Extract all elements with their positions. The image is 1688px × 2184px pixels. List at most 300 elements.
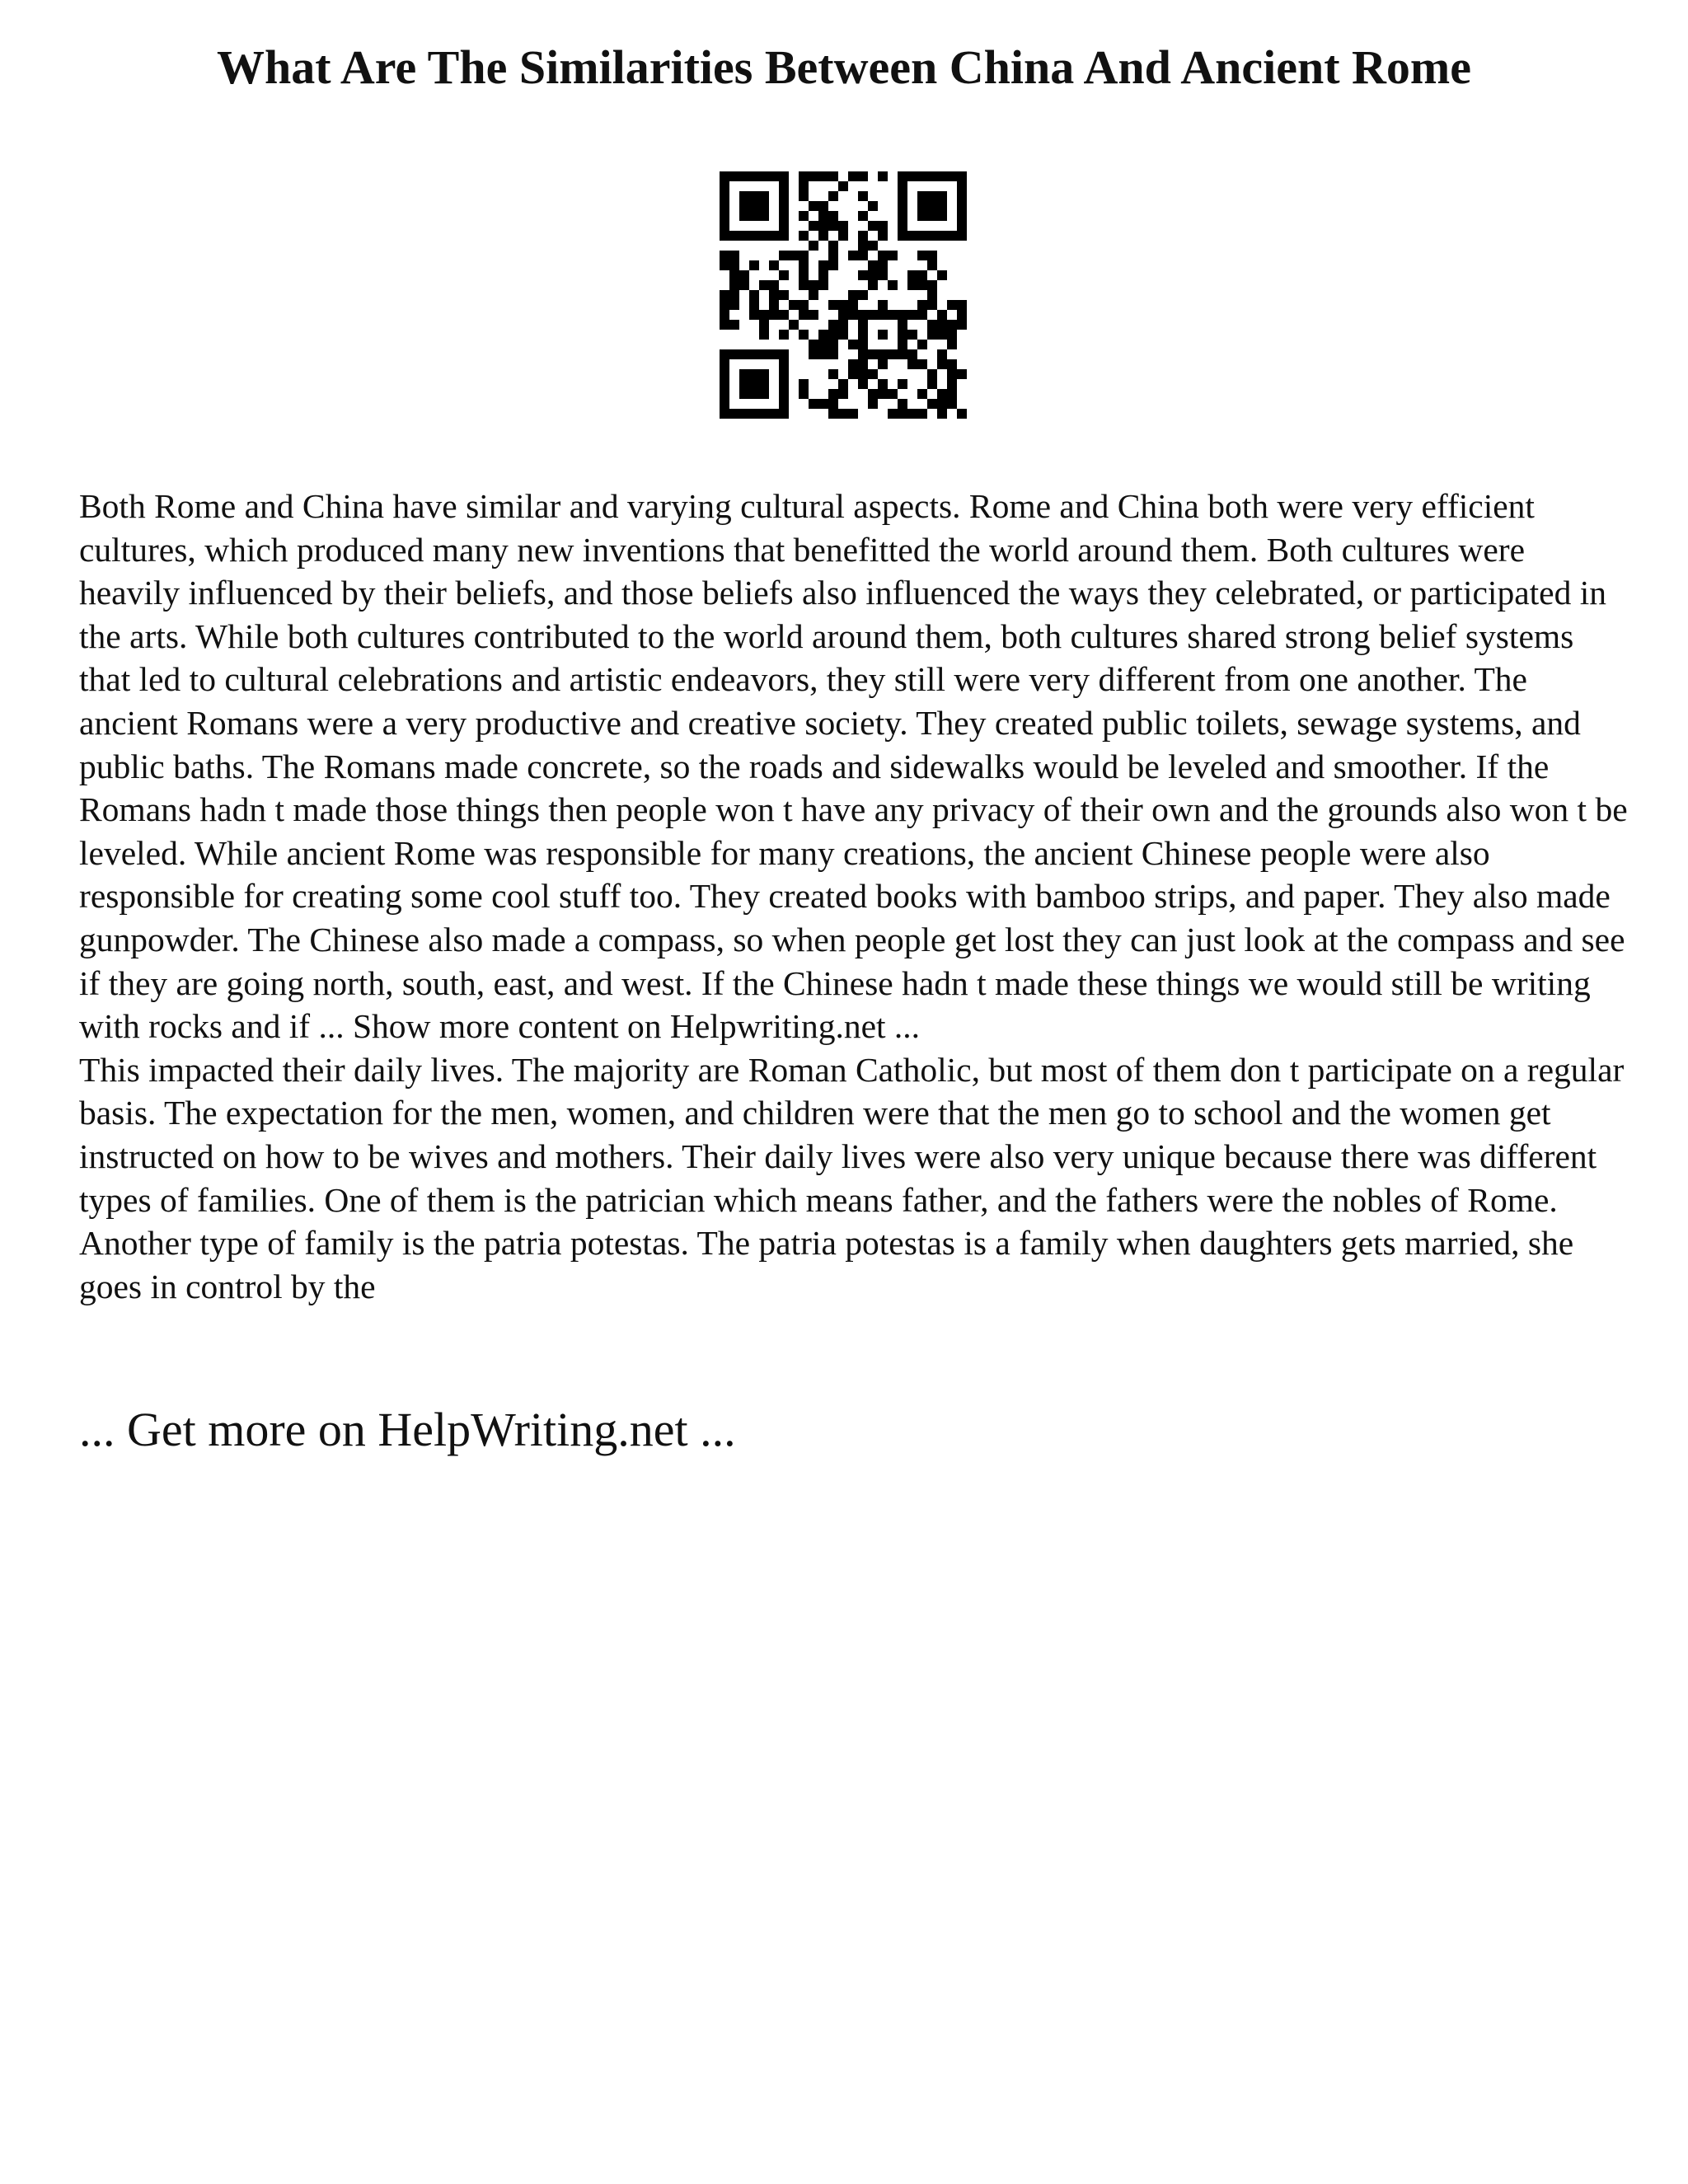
article-body bbox=[79, 485, 1629, 1308]
qr-module bbox=[858, 290, 868, 300]
qr-module bbox=[809, 171, 818, 181]
qr-module bbox=[898, 340, 907, 349]
qr-module bbox=[878, 379, 888, 389]
qr-module bbox=[888, 280, 898, 290]
qr-module bbox=[779, 211, 789, 221]
qr-module bbox=[868, 399, 878, 409]
qr-module bbox=[818, 260, 828, 270]
qr-module bbox=[779, 171, 789, 181]
qr-module bbox=[957, 191, 967, 201]
qr-module bbox=[769, 171, 779, 181]
qr-module bbox=[759, 280, 769, 290]
qr-module bbox=[927, 300, 937, 310]
qr-module bbox=[720, 191, 729, 201]
qr-module bbox=[828, 171, 838, 181]
qr-module bbox=[759, 409, 769, 419]
qr-module bbox=[799, 330, 809, 340]
qr-module bbox=[848, 251, 858, 260]
qr-module bbox=[729, 260, 739, 270]
qr-module bbox=[818, 399, 828, 409]
qr-module bbox=[907, 270, 917, 280]
qr-module bbox=[739, 369, 749, 379]
qr-module bbox=[759, 171, 769, 181]
qr-module bbox=[749, 409, 759, 419]
qr-module bbox=[769, 409, 779, 419]
qr-module bbox=[947, 330, 957, 340]
qr-module bbox=[779, 310, 789, 320]
qr-module bbox=[878, 300, 888, 310]
qr-module bbox=[858, 320, 868, 330]
qr-module bbox=[947, 171, 957, 181]
qr-module bbox=[937, 310, 947, 320]
qr-module bbox=[848, 369, 858, 379]
page-title: What Are The Similarities Between China And Ancient Rome bbox=[217, 40, 1471, 94]
qr-module bbox=[858, 231, 868, 241]
article-paragraph: This impacted their daily lives. The majority are Roman Catholic, but most of them don t participate on a regular basis. The expectation for the men, women, and children were that the men go to school and the women get instructed on how to be wives and mothers. Their daily lives were also very unique because there was different types of families. One of them is the patrician which means father, and the fathers were the nobles of Rome. Another type of family is the patria potestas. The patria potestas is a family when daughters gets married, she goes in control by the bbox=[79, 1050, 1625, 1305]
qr-module bbox=[927, 211, 937, 221]
qr-module bbox=[818, 270, 828, 280]
qr-module bbox=[917, 280, 927, 290]
qr-module bbox=[898, 231, 907, 241]
qr-module bbox=[947, 359, 957, 369]
qr-module bbox=[848, 409, 858, 419]
qr-module bbox=[917, 340, 927, 349]
qr-module bbox=[898, 221, 907, 231]
qr-module bbox=[759, 201, 769, 211]
qr-module bbox=[799, 270, 809, 280]
qr-module bbox=[927, 369, 937, 379]
qr-module bbox=[917, 270, 927, 280]
qr-module bbox=[868, 260, 878, 270]
qr-module bbox=[759, 310, 769, 320]
qr-module bbox=[799, 260, 809, 270]
qr-module bbox=[957, 211, 967, 221]
qr-module bbox=[888, 389, 898, 399]
qr-module bbox=[809, 349, 818, 359]
qr-module bbox=[878, 260, 888, 270]
qr-module bbox=[818, 171, 828, 181]
qr-module bbox=[868, 389, 878, 399]
qr-module bbox=[858, 330, 868, 340]
qr-module bbox=[799, 389, 809, 399]
qr-module bbox=[789, 300, 799, 310]
qr-module bbox=[907, 231, 917, 241]
qr-module bbox=[779, 251, 789, 260]
qr-module bbox=[729, 300, 739, 310]
qr-module bbox=[720, 181, 729, 191]
qr-module bbox=[729, 320, 739, 330]
qr-module bbox=[927, 191, 937, 201]
qr-module bbox=[739, 389, 749, 399]
qr-module bbox=[957, 231, 967, 241]
qr-module bbox=[720, 290, 729, 300]
qr-module bbox=[838, 300, 848, 310]
qr-module bbox=[720, 399, 729, 409]
qr-module bbox=[838, 231, 848, 241]
qr-module bbox=[739, 379, 749, 389]
qr-module bbox=[917, 171, 927, 181]
qr-module bbox=[838, 409, 848, 419]
qr-module bbox=[720, 171, 729, 181]
qr-module bbox=[739, 201, 749, 211]
qr-module bbox=[898, 330, 907, 340]
qr-module bbox=[799, 211, 809, 221]
qr-module bbox=[947, 320, 957, 330]
qr-module bbox=[759, 231, 769, 241]
qr-module bbox=[898, 171, 907, 181]
qr-module bbox=[739, 211, 749, 221]
qr-module bbox=[779, 359, 789, 369]
qr-module bbox=[947, 231, 957, 241]
qr-module bbox=[720, 221, 729, 231]
qr-module bbox=[799, 310, 809, 320]
qr-module bbox=[878, 389, 888, 399]
qr-module bbox=[858, 369, 868, 379]
qr-module bbox=[828, 260, 838, 270]
qr-module bbox=[868, 241, 878, 251]
qr-module bbox=[828, 399, 838, 409]
qr-module bbox=[947, 399, 957, 409]
qr-module bbox=[868, 310, 878, 320]
qr-module bbox=[779, 399, 789, 409]
qr-module bbox=[799, 251, 809, 260]
qr-module bbox=[957, 171, 967, 181]
qr-module bbox=[749, 260, 759, 270]
qr-module bbox=[739, 191, 749, 201]
qr-module bbox=[729, 171, 739, 181]
qr-module bbox=[779, 379, 789, 389]
qr-module bbox=[729, 290, 739, 300]
qr-module bbox=[898, 211, 907, 221]
qr-module bbox=[858, 349, 868, 359]
qr-module bbox=[838, 181, 848, 191]
qr-module bbox=[739, 171, 749, 181]
qr-module bbox=[759, 379, 769, 389]
qr-module bbox=[838, 330, 848, 340]
qr-module bbox=[868, 201, 878, 211]
qr-module bbox=[907, 349, 917, 359]
qr-code-icon bbox=[720, 171, 967, 419]
qr-module bbox=[947, 379, 957, 389]
qr-module bbox=[729, 280, 739, 290]
qr-module bbox=[868, 280, 878, 290]
qr-module bbox=[858, 359, 868, 369]
qr-module bbox=[858, 171, 868, 181]
qr-module bbox=[809, 241, 818, 251]
qr-module bbox=[937, 359, 947, 369]
qr-module bbox=[898, 201, 907, 211]
qr-module bbox=[828, 409, 838, 419]
qr-module bbox=[749, 290, 759, 300]
qr-module bbox=[739, 231, 749, 241]
qr-module bbox=[828, 320, 838, 330]
qr-module bbox=[739, 270, 749, 280]
get-more-link[interactable]: ... Get more on HelpWriting.net ... bbox=[79, 1403, 736, 1456]
qr-module bbox=[809, 201, 818, 211]
qr-module bbox=[927, 290, 937, 300]
qr-module bbox=[729, 251, 739, 260]
qr-module bbox=[888, 349, 898, 359]
qr-module bbox=[868, 349, 878, 359]
qr-module bbox=[947, 369, 957, 379]
qr-module bbox=[828, 221, 838, 231]
qr-module bbox=[818, 340, 828, 349]
qr-module bbox=[749, 201, 759, 211]
qr-module bbox=[858, 211, 868, 221]
qr-module bbox=[749, 211, 759, 221]
qr-module bbox=[907, 171, 917, 181]
qr-module bbox=[799, 379, 809, 389]
qr-module bbox=[779, 201, 789, 211]
qr-module bbox=[838, 389, 848, 399]
qr-module bbox=[779, 330, 789, 340]
qr-module bbox=[858, 191, 868, 201]
qr-module bbox=[749, 300, 759, 310]
qr-module bbox=[838, 320, 848, 330]
qr-module bbox=[828, 330, 838, 340]
qr-module bbox=[759, 349, 769, 359]
qr-module bbox=[838, 221, 848, 231]
qr-module bbox=[799, 280, 809, 290]
qr-module bbox=[779, 181, 789, 191]
qr-module bbox=[898, 181, 907, 191]
qr-module bbox=[828, 211, 838, 221]
qr-module bbox=[947, 340, 957, 349]
qr-module bbox=[799, 191, 809, 201]
qr-module bbox=[828, 241, 838, 251]
qr-module bbox=[779, 191, 789, 201]
qr-module bbox=[779, 221, 789, 231]
qr-module bbox=[720, 369, 729, 379]
qr-module bbox=[779, 389, 789, 399]
qr-module bbox=[937, 389, 947, 399]
qr-module bbox=[898, 320, 907, 330]
qr-module bbox=[848, 340, 858, 349]
qr-module bbox=[858, 379, 868, 389]
qr-module bbox=[828, 389, 838, 399]
qr-module bbox=[947, 300, 957, 310]
qr-module bbox=[937, 231, 947, 241]
qr-module bbox=[917, 310, 927, 320]
qr-module bbox=[957, 300, 967, 310]
qr-module bbox=[818, 231, 828, 241]
qr-module bbox=[907, 409, 917, 419]
qr-module bbox=[878, 231, 888, 241]
qr-module bbox=[769, 290, 779, 300]
qr-module bbox=[769, 231, 779, 241]
qr-module bbox=[799, 181, 809, 191]
qr-module bbox=[769, 349, 779, 359]
qr-module bbox=[769, 310, 779, 320]
qr-module bbox=[818, 280, 828, 290]
qr-module bbox=[828, 191, 838, 201]
qr-module bbox=[779, 270, 789, 280]
qr-module bbox=[720, 320, 729, 330]
qr-module bbox=[937, 409, 947, 419]
qr-module bbox=[769, 280, 779, 290]
qr-module bbox=[789, 251, 799, 260]
qr-module bbox=[927, 260, 937, 270]
qr-module bbox=[878, 171, 888, 181]
qr-module bbox=[917, 359, 927, 369]
qr-module bbox=[828, 340, 838, 349]
qr-module bbox=[957, 221, 967, 231]
qr-module bbox=[828, 300, 838, 310]
qr-module bbox=[957, 320, 967, 330]
qr-module bbox=[779, 231, 789, 241]
qr-module bbox=[729, 409, 739, 419]
qr-module bbox=[848, 300, 858, 310]
qr-module bbox=[937, 399, 947, 409]
qr-module bbox=[818, 221, 828, 231]
qr-module bbox=[779, 369, 789, 379]
qr-module bbox=[720, 349, 729, 359]
qr-module bbox=[927, 399, 937, 409]
qr-module bbox=[917, 231, 927, 241]
qr-module bbox=[818, 211, 828, 221]
qr-module bbox=[799, 300, 809, 310]
qr-module bbox=[907, 310, 917, 320]
qr-module bbox=[878, 221, 888, 231]
qr-module bbox=[749, 349, 759, 359]
qr-module bbox=[809, 310, 818, 320]
qr-module bbox=[957, 181, 967, 191]
qr-module bbox=[878, 359, 888, 369]
qr-module bbox=[937, 270, 947, 280]
qr-module bbox=[868, 270, 878, 280]
qr-module bbox=[907, 359, 917, 369]
qr-module bbox=[898, 191, 907, 201]
qr-module bbox=[809, 399, 818, 409]
qr-module bbox=[858, 310, 868, 320]
qr-module bbox=[759, 369, 769, 379]
qr-module bbox=[947, 389, 957, 399]
qr-module bbox=[937, 191, 947, 201]
qr-module bbox=[927, 171, 937, 181]
qr-module bbox=[878, 349, 888, 359]
qr-module bbox=[848, 310, 858, 320]
qr-module bbox=[720, 359, 729, 369]
qr-module bbox=[809, 290, 818, 300]
qr-module bbox=[720, 409, 729, 419]
qr-module bbox=[749, 389, 759, 399]
qr-module bbox=[838, 310, 848, 320]
qr-module bbox=[888, 310, 898, 320]
qr-module bbox=[898, 349, 907, 359]
qr-module bbox=[789, 320, 799, 330]
qr-module bbox=[927, 280, 937, 290]
article-paragraph: Both Rome and China have similar and varying cultural aspects. Rome and China both were very efficient cultures, which produced many new inventions that benefitted the world around them. Both cultures were heavily influenced by their beliefs, and those beliefs also influenced the ways they celebrated, or participated in the arts. While both cultures contributed to the world around them, both cultures shared strong belief systems that led to cultural celebrations and artistic endeavors, they still were very different from one another. The ancient Romans were a very productive and creative society. They created public toilets, sewage systems, and public baths. The Romans made concrete, so the roads and sidewalks would be leveled and smoother. If the Romans hadn t made those things then people won t have any privacy of their own and the grounds also won t be leveled. While ancient Rome was responsible for many creations, the ancient Chinese people were also responsible for creating some cool stuff too. They created books with bamboo strips, and paper. They also made gunpowder. The Chinese also made a compass, so when people get lost they can just look at the compass and see if they are going north, south, east, and west. If the Chinese hadn t made these things we would still be writing with rocks and if ... Show more content on Helpwriting.net ... bbox=[79, 487, 1628, 1046]
qr-module bbox=[809, 280, 818, 290]
qr-module bbox=[917, 191, 927, 201]
qr-module bbox=[937, 320, 947, 330]
qr-module bbox=[957, 369, 967, 379]
qr-module bbox=[957, 310, 967, 320]
qr-module bbox=[937, 349, 947, 359]
qr-module bbox=[927, 251, 937, 260]
qr-module bbox=[848, 359, 858, 369]
qr-module bbox=[927, 320, 937, 330]
qr-module bbox=[720, 300, 729, 310]
qr-module bbox=[848, 171, 858, 181]
qr-module bbox=[749, 191, 759, 201]
qr-module bbox=[917, 300, 927, 310]
qr-module bbox=[898, 409, 907, 419]
qr-module bbox=[898, 399, 907, 409]
qr-module bbox=[878, 310, 888, 320]
qr-module bbox=[828, 349, 838, 359]
qr-module bbox=[749, 379, 759, 389]
qr-module bbox=[917, 211, 927, 221]
qr-module bbox=[927, 330, 937, 340]
qr-module bbox=[749, 369, 759, 379]
qr-module bbox=[749, 171, 759, 181]
qr-module bbox=[868, 369, 878, 379]
qr-module bbox=[809, 221, 818, 231]
qr-module bbox=[739, 280, 749, 290]
qr-module bbox=[898, 379, 907, 389]
qr-module bbox=[917, 201, 927, 211]
qr-module bbox=[779, 290, 789, 300]
qr-module bbox=[878, 270, 888, 280]
qr-module bbox=[818, 330, 828, 340]
qr-module bbox=[739, 409, 749, 419]
qr-module bbox=[779, 409, 789, 419]
qr-module bbox=[888, 409, 898, 419]
qr-module bbox=[779, 349, 789, 359]
qr-module bbox=[927, 379, 937, 389]
qr-module bbox=[838, 379, 848, 389]
qr-module bbox=[769, 300, 779, 310]
qr-module bbox=[848, 290, 858, 300]
qr-module bbox=[759, 191, 769, 201]
qr-module bbox=[799, 171, 809, 181]
qr-module bbox=[937, 211, 947, 221]
qr-module bbox=[818, 349, 828, 359]
qr-module bbox=[858, 251, 868, 260]
qr-module bbox=[927, 201, 937, 211]
qr-module bbox=[749, 310, 759, 320]
qr-module bbox=[858, 340, 868, 349]
qr-module bbox=[917, 389, 927, 399]
qr-module bbox=[868, 221, 878, 231]
qr-module bbox=[917, 409, 927, 419]
qr-module bbox=[858, 270, 868, 280]
qr-module bbox=[828, 251, 838, 260]
qr-module bbox=[720, 251, 729, 260]
qr-module bbox=[720, 310, 729, 320]
qr-module bbox=[749, 231, 759, 241]
qr-module bbox=[720, 211, 729, 221]
qr-module bbox=[809, 340, 818, 349]
qr-module bbox=[799, 231, 809, 241]
qr-module bbox=[720, 379, 729, 389]
qr-module bbox=[720, 260, 729, 270]
qr-module bbox=[937, 330, 947, 340]
qr-module bbox=[878, 330, 888, 340]
qr-module bbox=[759, 320, 769, 330]
qr-module bbox=[917, 251, 927, 260]
qr-module bbox=[957, 409, 967, 419]
qr-module bbox=[898, 310, 907, 320]
qr-module bbox=[957, 201, 967, 211]
qr-module bbox=[937, 201, 947, 211]
qr-module bbox=[858, 241, 868, 251]
qr-module bbox=[759, 211, 769, 221]
qr-module bbox=[907, 330, 917, 340]
qr-module bbox=[739, 349, 749, 359]
qr-module bbox=[729, 270, 739, 280]
